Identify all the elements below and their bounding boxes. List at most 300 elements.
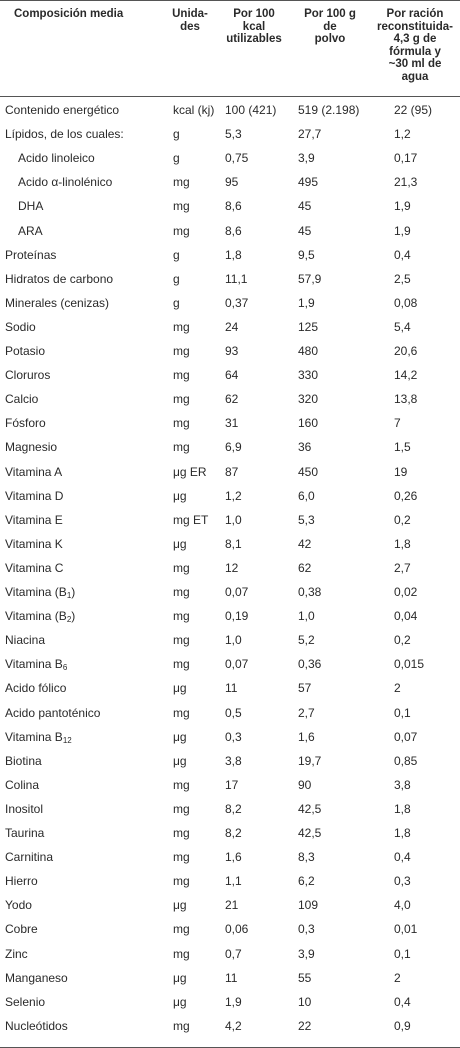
nutrient-name-text: Minerales (cenizas)	[5, 295, 110, 310]
header-line: polvo	[314, 33, 346, 45]
nutrient-name-text: Yodo	[5, 898, 32, 913]
header-line: ~30 ml de	[388, 58, 442, 70]
nutrient-subscript: 6	[62, 663, 68, 673]
nutrient-name	[5, 604, 75, 628]
per-100-g-cell: 1,9	[298, 295, 315, 310]
nutrient-name	[5, 917, 38, 941]
per-100-kcal-cell: 31	[225, 416, 239, 431]
nutrient-suffix: )	[71, 585, 76, 599]
nutrient-name	[5, 122, 124, 146]
table-row	[0, 98, 460, 122]
per-100-kcal-cell: 0,07	[225, 657, 249, 672]
unit-cell: μg ER	[173, 464, 207, 479]
unit-cell: mg	[173, 705, 190, 720]
table-row	[0, 460, 460, 484]
per-100-kcal-cell: 17	[225, 777, 239, 792]
table-row	[0, 917, 460, 941]
nutrient-name	[18, 170, 112, 194]
per-serving-cell: 0,2	[394, 512, 411, 527]
unit-cell: mg	[173, 560, 190, 575]
table-row	[0, 797, 460, 821]
unit-cell: mg	[173, 826, 190, 840]
header-line: Por 100	[233, 8, 275, 20]
nutrient-subscript: 2	[66, 615, 72, 625]
per-100-kcal-cell: 11	[225, 970, 238, 985]
nutrient-name	[5, 773, 39, 797]
unit-cell: mg	[173, 609, 190, 624]
header-line: Unida-	[172, 8, 208, 20]
header-line: utilizables	[226, 33, 282, 45]
nutrient-name-text: Acido pantoténico	[5, 705, 101, 720]
nutrient-name-text: Cobre	[5, 922, 38, 937]
per-serving-cell: 0,1	[394, 946, 411, 961]
table-row	[0, 291, 460, 315]
nutrient-name	[5, 990, 45, 1014]
nutrient-name-text: Potasio	[5, 344, 46, 358]
per-100-g-cell: 6,0	[298, 488, 315, 503]
per-serving-cell: 1,8	[394, 536, 411, 551]
table-row	[0, 194, 460, 218]
per-serving-cell: 0,3	[394, 874, 411, 889]
per-100-g-cell: 1,6	[298, 729, 315, 744]
table-row	[0, 942, 460, 966]
per-100-kcal-cell: 0,7	[225, 946, 242, 961]
unit-cell: mg	[173, 199, 190, 214]
per-100-kcal-cell: 11	[225, 681, 238, 696]
per-100-g-cell: 0,3	[298, 922, 315, 937]
table-row	[0, 243, 460, 267]
per-100-kcal-cell: 5,3	[225, 127, 242, 142]
per-serving-cell: 1,8	[394, 826, 411, 840]
nutrient-suffix: )	[71, 609, 76, 624]
per-100-kcal-cell: 1,9	[225, 994, 242, 1009]
unit-cell: mg	[173, 874, 190, 889]
per-100-g-cell: 1,0	[298, 609, 315, 624]
table-row	[0, 556, 460, 580]
table-row	[0, 749, 460, 773]
unit-cell: g	[173, 151, 180, 166]
per-serving-cell: 20,6	[394, 344, 418, 358]
unit-cell: mg	[173, 175, 190, 190]
per-100-kcal-cell: 1,6	[225, 850, 242, 865]
per-100-g-cell: 45	[298, 199, 312, 214]
per-100-kcal-cell: 0,07	[225, 585, 249, 599]
nutrient-name-text: Biotina	[5, 753, 42, 768]
per-100-g-cell: 330	[298, 368, 319, 383]
header-line: Por 100 g	[304, 8, 356, 20]
unit-cell: mg	[173, 440, 190, 455]
unit-cell: mg	[173, 319, 190, 334]
per-100-kcal-cell: 0,37	[225, 295, 249, 310]
per-100-g-cell: 42,5	[298, 826, 322, 840]
table-row	[0, 869, 460, 893]
nutrient-name	[5, 339, 45, 363]
header-line: agua	[401, 70, 429, 83]
header-composicion	[14, 8, 164, 21]
per-100-g-cell: 0,38	[298, 585, 322, 599]
table-row	[0, 725, 460, 749]
nutrient-name	[5, 701, 100, 725]
per-100-g-cell: 6,2	[298, 874, 315, 889]
per-100-g-cell: 57,9	[298, 271, 322, 286]
per-100-g-cell: 480	[298, 344, 319, 358]
header-rule	[0, 96, 460, 97]
unit-cell: mg	[173, 633, 190, 648]
table-row	[0, 387, 460, 411]
per-serving-cell: 0,4	[394, 850, 411, 865]
per-100-g-cell: 495	[298, 175, 319, 190]
table-row	[0, 1014, 460, 1038]
nutrient-name-text: Calcio	[5, 392, 39, 407]
per-serving-cell: 0,4	[394, 994, 411, 1009]
nutrient-name	[18, 219, 43, 243]
per-100-kcal-cell: 62	[225, 392, 239, 407]
nutrient-name-text: Vitamina C	[5, 560, 64, 575]
per-100-g-cell: 90	[298, 777, 312, 792]
nutrient-name-text: Vitamina B	[5, 657, 63, 672]
per-100-kcal-cell: 1,2	[225, 488, 242, 503]
nutrient-name	[5, 484, 63, 508]
unit-cell: μg	[173, 681, 187, 696]
nutrient-name-text: Hidratos de carbono	[5, 271, 114, 286]
per-100-g-cell: 27,7	[298, 127, 322, 142]
nutrient-name-text: Lípidos, de los cuales:	[5, 127, 124, 142]
per-serving-cell: 22 (95)	[394, 103, 433, 117]
per-serving-cell: 0,9	[394, 1018, 411, 1033]
nutrient-name	[5, 508, 63, 532]
nutrient-name-text: Carnitina	[5, 850, 54, 865]
per-serving-cell: 0,02	[394, 585, 418, 599]
nutrient-name	[5, 893, 32, 917]
per-100-g-cell: 57	[298, 681, 312, 696]
nutrient-name	[5, 869, 38, 893]
header-line: de	[323, 20, 337, 33]
per-serving-cell: 1,5	[394, 440, 411, 455]
per-100-kcal-cell: 6,9	[225, 440, 242, 455]
per-serving-cell: 7	[394, 416, 401, 431]
per-serving-cell: 0,2	[394, 633, 411, 648]
nutrient-name	[5, 652, 67, 676]
header-line: reconstituida-	[376, 20, 454, 33]
unit-cell: mg	[173, 368, 190, 383]
nutrient-subscript: 1	[66, 591, 72, 600]
per-100-g-cell: 160	[298, 416, 319, 431]
unit-cell: mg	[173, 850, 190, 865]
per-100-g-cell: 125	[298, 319, 319, 334]
nutrient-name	[5, 845, 53, 869]
per-100-kcal-cell: 0,06	[225, 922, 249, 937]
per-100-kcal-cell: 93	[225, 344, 239, 358]
nutrient-name-text: Vitamina A	[5, 464, 63, 479]
per-100-kcal-cell: 0,5	[225, 705, 242, 720]
nutrient-name	[5, 676, 66, 700]
nutrient-name-text: Cloruros	[5, 368, 51, 383]
nutrient-name	[5, 243, 56, 267]
per-serving-cell: 0,4	[394, 247, 411, 262]
per-serving-cell: 0,26	[394, 488, 418, 503]
per-100-kcal-cell: 1,0	[225, 633, 242, 648]
nutrient-name	[5, 556, 63, 580]
nutrient-name	[5, 363, 50, 387]
per-serving-cell: 19	[394, 464, 408, 479]
per-100-g-cell: 3,9	[298, 946, 315, 961]
top-rule	[0, 0, 460, 1]
header-line: kcal	[242, 20, 266, 33]
nutrient-name-text: Fósforo	[5, 416, 46, 431]
unit-cell: g	[173, 271, 180, 286]
per-100-kcal-cell: 4,2	[225, 1018, 242, 1033]
nutrient-name-text: Vitamina (B	[5, 609, 67, 624]
per-serving-cell: 0,85	[394, 753, 418, 768]
per-serving-cell: 0,1	[394, 705, 411, 720]
table-row	[0, 435, 460, 459]
header-line: fórmula y	[389, 45, 441, 58]
per-100-kcal-cell: 100 (421)	[225, 103, 277, 117]
per-serving-cell: 1,9	[394, 199, 411, 214]
unit-cell: μg	[173, 753, 187, 768]
table-row	[0, 845, 460, 869]
table-row	[0, 339, 460, 363]
per-100-g-cell: 450	[298, 464, 319, 479]
nutrient-name-text: Acido linoleico	[18, 151, 95, 166]
nutrient-name-text: DHA	[18, 199, 44, 214]
table-row	[0, 652, 460, 676]
nutrient-name	[5, 966, 68, 990]
table-row	[0, 267, 460, 291]
unit-cell: μg	[173, 488, 187, 503]
unit-cell: mg	[173, 392, 190, 407]
unit-cell: g	[173, 247, 180, 262]
unit-cell: mg	[173, 777, 190, 792]
per-serving-cell: 14,2	[394, 368, 418, 383]
per-100-kcal-cell: 0,19	[225, 609, 249, 624]
per-serving-cell: 21,3	[394, 175, 418, 190]
nutrient-name	[5, 821, 44, 845]
nutrient-name-text: Vitamina D	[5, 488, 64, 503]
unit-cell: kcal (kj)	[173, 103, 215, 117]
table-row	[0, 122, 460, 146]
nutrient-name	[5, 942, 28, 966]
per-serving-cell: 2	[394, 681, 401, 696]
per-100-kcal-cell: 11,1	[225, 271, 248, 286]
per-100-g-cell: 19,7	[298, 753, 322, 768]
nutrient-name	[5, 435, 57, 459]
nutrient-subscript: 12	[62, 735, 72, 745]
per-serving-cell: 5,4	[394, 319, 411, 334]
nutrient-name	[5, 797, 43, 821]
nutrient-name	[5, 725, 72, 749]
unit-cell: μg	[173, 994, 187, 1009]
per-100-g-cell: 55	[298, 970, 312, 985]
nutrient-name	[5, 580, 75, 604]
nutrient-name	[5, 1014, 68, 1038]
per-100-g-cell: 36	[298, 440, 312, 455]
per-100-kcal-cell: 24	[225, 319, 239, 334]
nutrient-name-text: Hierro	[5, 874, 38, 889]
per-serving-cell: 4,0	[394, 898, 411, 913]
table-row	[0, 484, 460, 508]
per-100-g-cell: 22	[298, 1018, 312, 1033]
per-100-g-cell: 5,2	[298, 633, 315, 648]
nutrient-name-text: Zinc	[5, 946, 28, 961]
per-100-kcal-cell: 87	[225, 464, 239, 479]
nutrient-name-text: Inositol	[5, 801, 44, 816]
nutrient-name-text: Proteínas	[5, 247, 57, 262]
per-100-g-cell: 2,7	[298, 705, 315, 720]
nutrient-name	[18, 146, 95, 170]
nutrient-name	[5, 460, 62, 484]
per-serving-cell: 1,8	[394, 801, 411, 816]
unit-cell: μg	[173, 536, 187, 551]
nutrient-name-text: Manganeso	[5, 970, 68, 985]
per-100-g-cell: 42	[298, 536, 312, 551]
nutrient-name-text: Sodio	[5, 319, 36, 334]
per-serving-cell: 0,08	[394, 295, 418, 310]
per-100-kcal-cell: 1,1	[225, 874, 242, 889]
nutrient-name-text: Vitamina B	[5, 729, 63, 744]
nutrient-name-text: Nucleótidos	[5, 1018, 68, 1033]
per-100-g-cell: 10	[298, 994, 312, 1009]
per-100-kcal-cell: 12	[225, 560, 239, 575]
per-100-g-cell: 0,36	[298, 657, 322, 672]
table-row	[0, 532, 460, 556]
per-100-g-cell: 109	[298, 898, 319, 913]
table-row	[0, 821, 460, 845]
nutrient-name-text: Vitamina (B	[5, 585, 67, 599]
per-100-kcal-cell: 64	[225, 368, 239, 383]
nutrient-name-text: Vitamina K	[5, 536, 63, 551]
per-serving-cell: 0,04	[394, 609, 418, 624]
table-row	[0, 604, 460, 628]
nutrient-name	[18, 194, 43, 218]
header-line: Composición media	[14, 8, 124, 20]
unit-cell: mg	[173, 416, 190, 431]
unit-cell: g	[173, 295, 180, 310]
nutrient-name	[5, 411, 46, 435]
unit-cell: mg	[173, 223, 190, 238]
per-100-kcal-cell: 8,6	[225, 199, 242, 214]
per-serving-cell: 0,17	[394, 151, 418, 166]
table-row	[0, 508, 460, 532]
per-100-g-cell: 5,3	[298, 512, 315, 527]
header-unidades	[164, 8, 216, 33]
per-serving-cell: 2	[394, 970, 401, 985]
nutrient-name-text: Taurina	[5, 826, 45, 840]
nutrient-name-text: Selenio	[5, 994, 46, 1009]
per-serving-cell: 13,8	[394, 392, 418, 407]
per-serving-cell: 2,7	[394, 560, 411, 575]
table-row	[0, 701, 460, 725]
per-100-kcal-cell: 21	[225, 898, 239, 913]
header-por-100-g	[290, 8, 370, 46]
nutrient-name-text: Niacina	[5, 633, 46, 648]
table-row	[0, 893, 460, 917]
nutrient-name	[5, 532, 63, 556]
table-row	[0, 363, 460, 387]
header-por-100-kcal	[218, 8, 290, 46]
per-serving-cell: 0,015	[394, 657, 425, 672]
nutrient-name-text: Contenido energético	[5, 103, 120, 117]
per-100-kcal-cell: 8,2	[225, 801, 242, 816]
unit-cell: mg	[173, 344, 190, 358]
per-100-g-cell: 3,9	[298, 151, 315, 166]
per-serving-cell: 3,8	[394, 777, 411, 792]
nutrient-name-text: Acido α-linolénico	[18, 175, 113, 190]
unit-cell: mg	[173, 801, 190, 816]
unit-cell: mg	[173, 657, 190, 672]
per-100-g-cell: 519 (2.198)	[298, 103, 360, 117]
per-serving-cell: 1,9	[394, 223, 411, 238]
per-100-kcal-cell: 8,1	[225, 536, 242, 551]
per-100-kcal-cell: 0,75	[225, 151, 249, 166]
nutrient-name	[5, 315, 36, 339]
unit-cell: mg	[173, 946, 190, 961]
table-row	[0, 773, 460, 797]
nutrient-name	[5, 267, 113, 291]
table-row	[0, 219, 460, 243]
nutrient-name	[5, 387, 38, 411]
table-row	[0, 966, 460, 990]
nutrient-name	[5, 628, 45, 652]
nutrient-name-text: Colina	[5, 777, 40, 792]
nutrient-name	[5, 749, 42, 773]
nutrient-name-text: Acido fólico	[5, 681, 67, 696]
table-row	[0, 676, 460, 700]
nutrient-name	[5, 98, 119, 122]
unit-cell: μg	[173, 898, 187, 913]
per-100-kcal-cell: 8,2	[225, 826, 242, 840]
unit-cell: μg	[173, 729, 187, 744]
per-100-g-cell: 320	[298, 392, 319, 407]
unit-cell: mg ET	[173, 512, 209, 527]
per-100-kcal-cell: 3,8	[225, 753, 242, 768]
table-row	[0, 990, 460, 1014]
unit-cell: mg	[173, 922, 190, 937]
header-por-racion	[370, 8, 460, 83]
per-serving-cell: 0,07	[394, 729, 418, 744]
per-100-kcal-cell: 0,3	[225, 729, 242, 744]
header-line: des	[180, 20, 200, 33]
per-100-g-cell: 45	[298, 223, 312, 238]
table-row	[0, 315, 460, 339]
per-100-g-cell: 62	[298, 560, 312, 575]
table-row	[0, 580, 460, 604]
per-100-g-cell: 42,5	[298, 801, 322, 816]
per-serving-cell: 0,01	[394, 922, 418, 937]
per-100-g-cell: 8,3	[298, 850, 315, 865]
nutrient-name-text: ARA	[18, 223, 43, 238]
per-100-kcal-cell: 1,0	[225, 512, 242, 527]
per-100-kcal-cell: 95	[225, 175, 239, 190]
unit-cell: g	[173, 127, 180, 142]
per-serving-cell: 2,5	[394, 271, 411, 286]
per-serving-cell: 1,2	[394, 127, 411, 142]
table-row	[0, 628, 460, 652]
unit-cell: mg	[173, 585, 190, 599]
header-line: Por ración	[386, 8, 444, 20]
nutrient-name-text: Magnesio	[5, 440, 58, 455]
table-row	[0, 170, 460, 194]
per-100-kcal-cell: 1,8	[225, 247, 242, 262]
header-line: 4,3 g de	[393, 33, 437, 45]
unit-cell: mg	[173, 1018, 190, 1033]
per-100-g-cell: 9,5	[298, 247, 315, 262]
unit-cell: μg	[173, 970, 187, 985]
table-row	[0, 411, 460, 435]
per-100-kcal-cell: 8,6	[225, 223, 242, 238]
nutrient-name	[5, 291, 109, 315]
nutrient-name-text: Vitamina E	[5, 512, 63, 527]
